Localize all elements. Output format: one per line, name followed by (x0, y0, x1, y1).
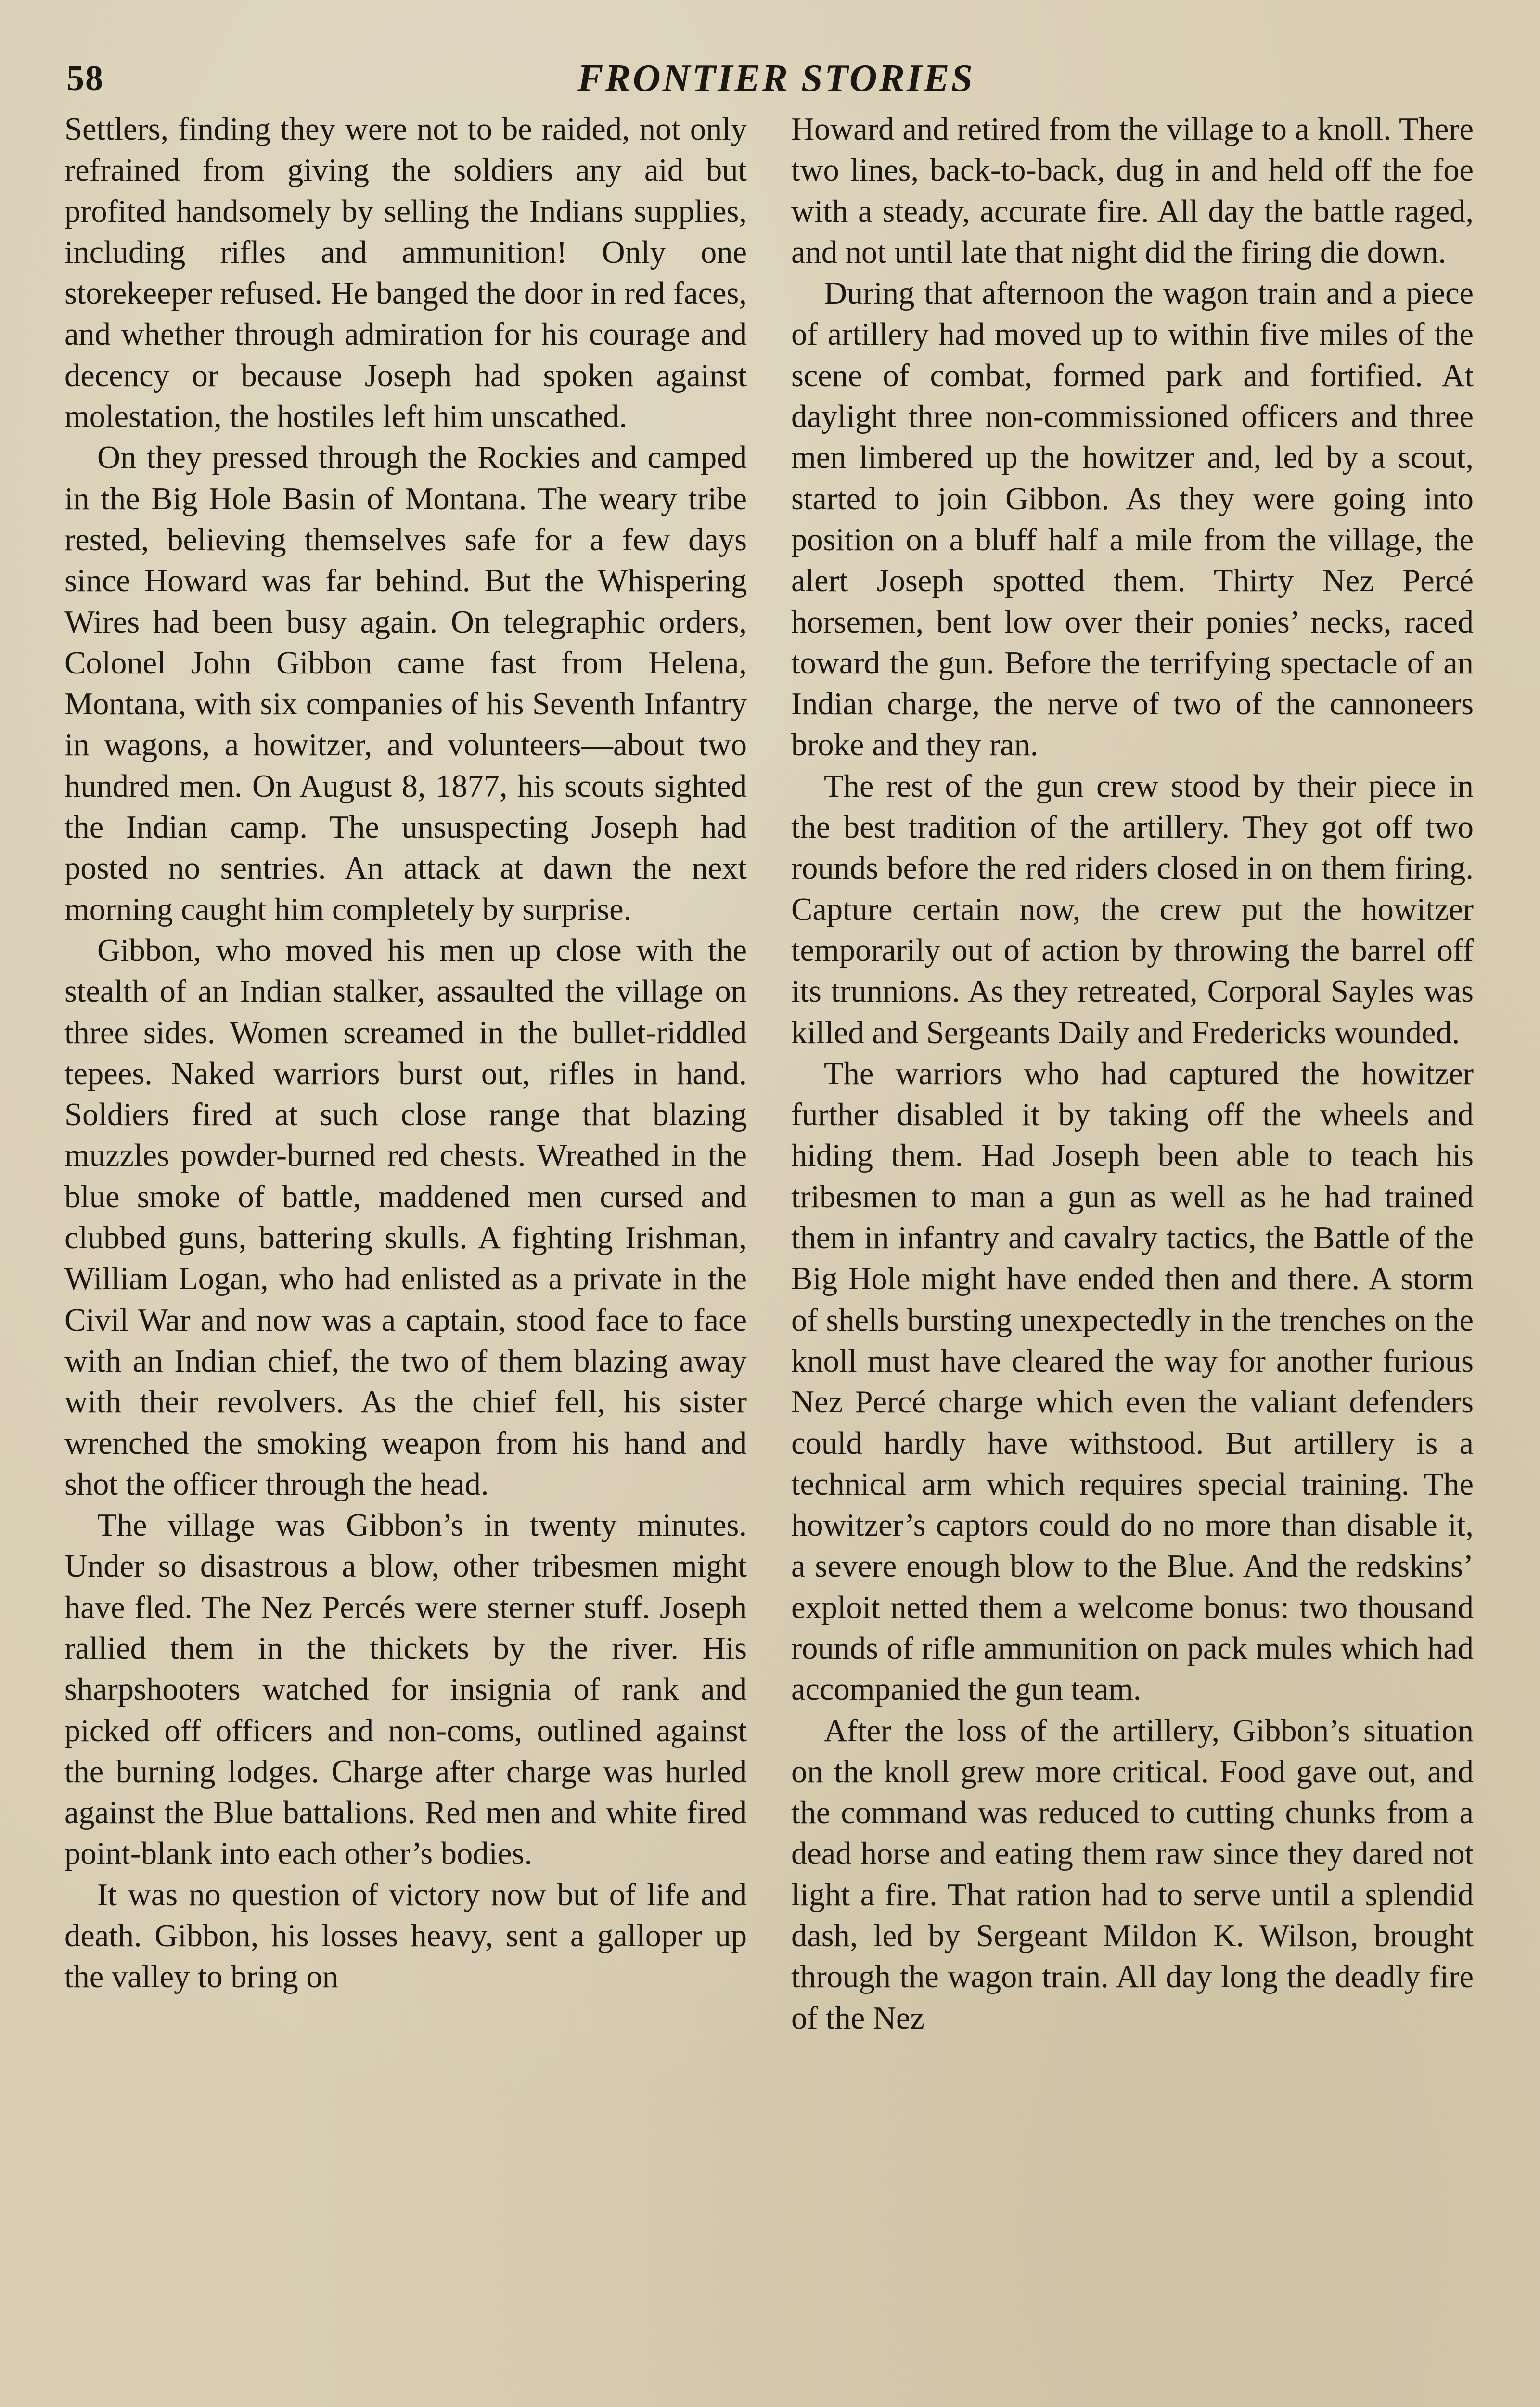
paragraph: Gibbon, who moved his men up close with the stealth of an Indian stalker, assaulted the village on three sides. Women screamed in the bullet-riddled tepees. Naked warriors burst out, rifles in hand. Soldiers fired at such close range that blazing muzzles powder-burned red chests. Wreathed in the blue smoke of battle, maddened men cursed and clubbed guns, battering skulls. A fighting Irishman, William Logan, who had enlisted as a private in the Civil War and now was a captain, stood face to face with an Indian chief, the two of them blazing away with their revolvers. As the chief fell, his sister wrenched the smoking weapon from his hand and shot the officer through the head. (64, 932, 747, 1502)
paragraph: Settlers, finding they were not to be raided, not only refrained from giving the soldiers any aid but profited handsomely by selling the Indians supplies, including rifles and ammunition! Only one storekeeper refused. He banged the door in red faces, and whether through admiration for his courage and decency or because Joseph had spoken against molestation, the hostiles left him unscathed. (64, 112, 747, 435)
paragraph: On they pressed through the Rockies and camped in the Big Hole Basin of Montana. The weary tribe rested, believing themselves safe for a few days since Howard was far behind. But the Whispering Wires had been busy again. On telegraphic orders, Colonel John Gibbon came fast from Helena, Montana, with six companies of his Seventh Infantry in wagons, a howitzer, and volunteers—about two hundred men. On August 8, 1877, his scouts sighted the Indian camp. The unsuspecting Joseph had posted no sentries. An attack at dawn the next morning caught him completely by surprise. (64, 440, 747, 927)
paragraph: Howard and retired from the village to a knoll. There two lines, back-to-back, dug in and held off the foe with a steady, accurate fire. All day the battle raged, and not until late that night did the firing die down. (791, 112, 1474, 270)
paragraph: The warriors who had captured the howitzer further disabled it by taking off the wheels and hiding them. Had Joseph been able to teach his tribesmen to man a gun as well as he had trained them in infantry and cavalry tactics, the Battle of the Big Hole might have ended then and there. A storm of shells bursting unexpectedly in the trenches on the knoll must have cleared the way for another furious Nez Percé charge which even the valiant defenders could hardly have withstood. But artillery is a technical arm which requires special training. The howitzer’s captors could do no more than disable it, a severe enough blow to the Blue. And the redskins’ exploit netted them a welcome bonus: two thousand rounds of rifle ammunition on pack mules which had accompanied the gun team. (791, 1056, 1474, 1708)
left-text-column (64, 109, 747, 1998)
running-head-title: FRONTIER STORIES (578, 57, 975, 100)
page-header (66, 52, 1474, 105)
paragraph: The rest of the gun crew stood by their piece in the best tradition of the artillery. They got off two rounds before the red riders closed in on them firing. Capture certain now, the crew put the howitzer temporarily out of action by throwing the barrel off its trunnions. As they retreated, Corporal Sayles was killed and Sergeants Daily and Fredericks wounded. (791, 768, 1474, 1050)
paragraph: The village was Gibbon’s in twenty minutes. Under so disastrous a blow, other tribesmen might have fled. The Nez Percés were sterner stuff. Joseph rallied them in the thickets by the river. His sharpshooters watched for insignia of rank and picked off officers and non-coms, outlined against the burning lodges. Charge after charge was hurled against the Blue battalions. Red men and white fired point-blank into each other’s bodies. (64, 1508, 747, 1872)
right-text-column (791, 109, 1474, 2039)
paragraph: It was no question of victory now but of life and death. Gibbon, his losses heavy, sent a galloper up the valley to bring on (64, 1877, 747, 1995)
paragraph: After the loss of the artillery, Gibbon’s situation on the knoll grew more critical. Food gave out, and the command was reduced to cutting chunks from a dead horse and eating them raw since they dared not light a fire. That ration had to serve until a splendid dash, led by Sergeant Mildon K. Wilson, brought through the wagon train. All day long the deadly fire of the Nez (791, 1713, 1474, 2036)
paragraph: During that afternoon the wagon train and a piece of artillery had moved up to within five miles of the scene of combat, formed park and fortified. At daylight three non-commissioned officers and three men limbered up the howitzer and, led by a scout, started to join Gibbon. As they were going into position on a bluff half a mile from the village, the alert Joseph spotted them. Thirty Nez Percé horsemen, bent low over their ponies’ necks, raced toward the gun. Before the terrifying spectacle of an Indian charge, the nerve of two of the cannoneers broke and they ran. (791, 276, 1474, 763)
page-number: 58 (66, 59, 104, 98)
